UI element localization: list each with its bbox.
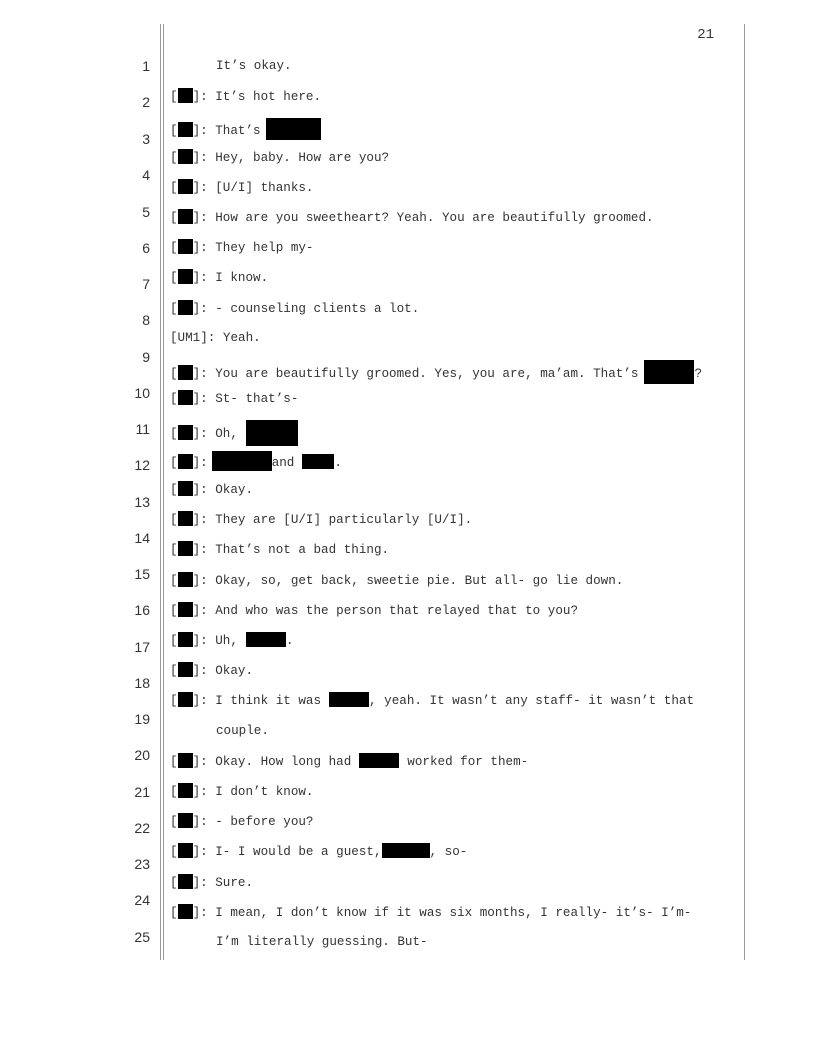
speaker-close: ] (192, 271, 201, 285)
speaker-open: [ (170, 241, 178, 255)
transcript-line (170, 632, 293, 649)
line-text: : That’s not a bad thing. (200, 543, 390, 557)
speaker-close: ] (192, 456, 201, 470)
line-text: : Okay. How long had (200, 755, 352, 769)
speaker-open: [ (170, 211, 178, 225)
redaction-box (266, 118, 321, 140)
transcript-line (170, 692, 694, 709)
line-text: [UM1]: Yeah. (170, 331, 261, 345)
line-number: 3 (142, 131, 150, 147)
speaker-close: ] (192, 483, 201, 497)
redaction-box (329, 692, 369, 707)
transcript-line (170, 511, 472, 528)
line-text: : Okay. (200, 664, 254, 678)
line-text: : - counseling clients a lot. (200, 302, 420, 316)
line-text: : I know. (200, 271, 269, 285)
transcript-line (170, 783, 314, 800)
redaction-box (359, 753, 399, 768)
line-text: : Hey, baby. How are you? (200, 151, 390, 165)
transcript-line (170, 572, 623, 589)
line-text: : And who was the person that relayed that to you? (200, 604, 578, 618)
redaction-box (178, 572, 193, 587)
speaker-close: ] (192, 302, 201, 316)
line-number: 16 (134, 602, 150, 618)
speaker-open: [ (170, 513, 178, 527)
transcript-line (170, 813, 314, 830)
redaction-box (178, 425, 193, 440)
line-number: 21 (134, 784, 150, 800)
speaker-close: ] (192, 427, 201, 441)
line-text: : Okay, so, get back, sweetie pie. But all- go lie down. (200, 574, 624, 588)
line-text: , yeah. It wasn’t any staff- it wasn’t that (369, 694, 695, 708)
line-text: . (285, 634, 294, 648)
transcript-line (170, 88, 321, 105)
transcript-line (170, 874, 253, 891)
transcript-line (170, 662, 253, 679)
speaker-open: [ (170, 694, 178, 708)
line-text: : I mean, I don’t know if it was six months, I really- it’s- I’m- (200, 906, 692, 920)
transcript-line (170, 269, 268, 286)
speaker-open: [ (170, 367, 178, 381)
redaction-box (178, 632, 193, 647)
line-number: 6 (142, 240, 150, 256)
line-text: : I don’t know. (200, 785, 314, 799)
transcript-line (170, 451, 342, 471)
transcript-line (170, 753, 528, 770)
line-number: 22 (134, 820, 150, 836)
transcript-line (216, 58, 292, 74)
speaker-close: ] (192, 755, 201, 769)
line-number: 25 (134, 929, 150, 945)
speaker-open: [ (170, 456, 178, 470)
speaker-close: ] (192, 574, 201, 588)
speaker-open: [ (170, 906, 178, 920)
line-number: 7 (142, 276, 150, 292)
transcript-line (216, 934, 428, 950)
line-text: : They help my- (200, 241, 314, 255)
redaction-box (178, 692, 193, 707)
redaction-box (212, 451, 272, 471)
line-number: 18 (134, 675, 150, 691)
redaction-box (178, 454, 193, 469)
line-number: 14 (134, 530, 150, 546)
speaker-close: ] (192, 124, 201, 138)
speaker-close: ] (192, 604, 201, 618)
line-number: 12 (134, 457, 150, 473)
redaction-box (178, 904, 193, 919)
line-number: 23 (134, 856, 150, 872)
redaction-box (178, 365, 193, 380)
transcript-line (216, 723, 269, 739)
speaker-close: ] (192, 694, 201, 708)
speaker-open: [ (170, 427, 178, 441)
speaker-open: [ (170, 604, 178, 618)
line-number: 9 (142, 349, 150, 365)
redaction-box (178, 602, 193, 617)
speaker-close: ] (192, 785, 201, 799)
redaction-box (178, 481, 193, 496)
speaker-open: [ (170, 151, 178, 165)
line-number: 17 (134, 639, 150, 655)
speaker-close: ] (192, 906, 201, 920)
line-text: : How are you sweetheart? Yeah. You are beautifully groomed. (200, 211, 654, 225)
transcript-line (170, 843, 467, 860)
redaction-box (178, 239, 193, 254)
line-text: couple. (216, 724, 269, 738)
line-number: 24 (134, 892, 150, 908)
transcript-line (170, 390, 298, 407)
redaction-box (178, 300, 193, 315)
speaker-open: [ (170, 815, 178, 829)
transcript-line (170, 420, 298, 446)
speaker-close: ] (192, 543, 201, 557)
speaker-open: [ (170, 574, 178, 588)
redaction-box (382, 843, 430, 858)
line-text: : Okay. (200, 483, 254, 497)
line-text: : I think it was (200, 694, 322, 708)
line-number: 13 (134, 494, 150, 510)
redaction-box (178, 209, 193, 224)
line-text: and (271, 456, 295, 470)
redaction-box (178, 390, 193, 405)
line-text: : [U/I] thanks. (200, 181, 314, 195)
speaker-close: ] (192, 815, 201, 829)
transcript-line (170, 300, 419, 317)
speaker-open: [ (170, 181, 178, 195)
redaction-box (246, 420, 298, 446)
transcript-line (170, 149, 389, 166)
redaction-box (178, 511, 193, 526)
transcript-line (170, 360, 702, 384)
page-number: 21 (697, 27, 714, 43)
speaker-close: ] (192, 392, 201, 406)
line-text: It’s okay. (216, 59, 292, 73)
line-number: 11 (135, 421, 150, 437)
line-text: : Sure. (200, 876, 254, 890)
transcript-line (170, 239, 314, 256)
speaker-open: [ (170, 271, 178, 285)
redaction-box (178, 753, 193, 768)
speaker-open: [ (170, 543, 178, 557)
speaker-open: [ (170, 90, 178, 104)
line-text: : St- that’s- (200, 392, 299, 406)
redaction-box (178, 269, 193, 284)
line-text: worked for them- (407, 755, 529, 769)
line-text: : - before you? (200, 815, 314, 829)
line-number: 19 (134, 711, 150, 727)
line-number: 8 (142, 312, 150, 328)
speaker-open: [ (170, 755, 178, 769)
speaker-open: [ (170, 302, 178, 316)
redaction-box (644, 360, 694, 384)
speaker-close: ] (192, 367, 201, 381)
speaker-close: ] (192, 513, 201, 527)
speaker-close: ] (192, 181, 201, 195)
line-text: : That’s (200, 124, 261, 138)
line-number: 15 (134, 566, 150, 582)
line-number: 1 (142, 58, 150, 74)
speaker-open: [ (170, 876, 178, 890)
redaction-box (178, 662, 193, 677)
transcript-line (170, 179, 314, 196)
speaker-open: [ (170, 664, 178, 678)
line-text: , so- (429, 845, 468, 859)
line-text: I’m literally guessing. But- (216, 935, 428, 949)
speaker-open: [ (170, 634, 178, 648)
speaker-close: ] (192, 876, 201, 890)
redaction-box (178, 179, 193, 194)
line-text: : They are [U/I] particularly [U/I]. (200, 513, 473, 527)
speaker-close: ] (192, 664, 201, 678)
line-text: : You are beautifully groomed. Yes, you are, ma’am. That’s (200, 367, 639, 381)
redaction-box (178, 541, 193, 556)
line-number: 5 (142, 204, 150, 220)
transcript-line (170, 330, 261, 346)
line-number: 20 (134, 747, 150, 763)
speaker-open: [ (170, 845, 178, 859)
redaction-box (178, 813, 193, 828)
redaction-box (178, 122, 193, 137)
line-number: 4 (142, 167, 150, 183)
left-margin-rule-inner (163, 24, 164, 960)
redaction-box (302, 454, 334, 469)
speaker-close: ] (192, 90, 201, 104)
transcript-line (170, 209, 654, 226)
line-number: 2 (142, 94, 150, 110)
line-text: : Oh, (200, 427, 238, 441)
transcript-line (170, 481, 253, 498)
line-text: : Uh, (200, 634, 238, 648)
speaker-open: [ (170, 785, 178, 799)
speaker-open: [ (170, 392, 178, 406)
speaker-close: ] (192, 845, 201, 859)
line-text: ? (694, 367, 703, 381)
right-margin-rule (744, 24, 745, 960)
transcript-line (170, 118, 321, 140)
redaction-box (178, 88, 193, 103)
redaction-box (178, 843, 193, 858)
speaker-close: ] (192, 241, 201, 255)
transcript-line (170, 541, 389, 558)
redaction-box (246, 632, 286, 647)
transcript-line (170, 602, 578, 619)
speaker-open: [ (170, 124, 178, 138)
redaction-box (178, 874, 193, 889)
speaker-close: ] (192, 634, 201, 648)
line-text: . (334, 456, 342, 470)
line-text: : It’s hot here. (200, 90, 322, 104)
left-margin-rule-outer (160, 24, 161, 960)
redaction-box (178, 149, 193, 164)
speaker-close: ] (192, 151, 201, 165)
speaker-close: ] (192, 211, 201, 225)
speaker-open: [ (170, 483, 178, 497)
line-text: : I- I would be a guest, (200, 845, 382, 859)
redaction-box (178, 783, 193, 798)
line-number: 10 (134, 385, 150, 401)
line-text: : (200, 456, 208, 470)
transcript-line (170, 904, 691, 921)
